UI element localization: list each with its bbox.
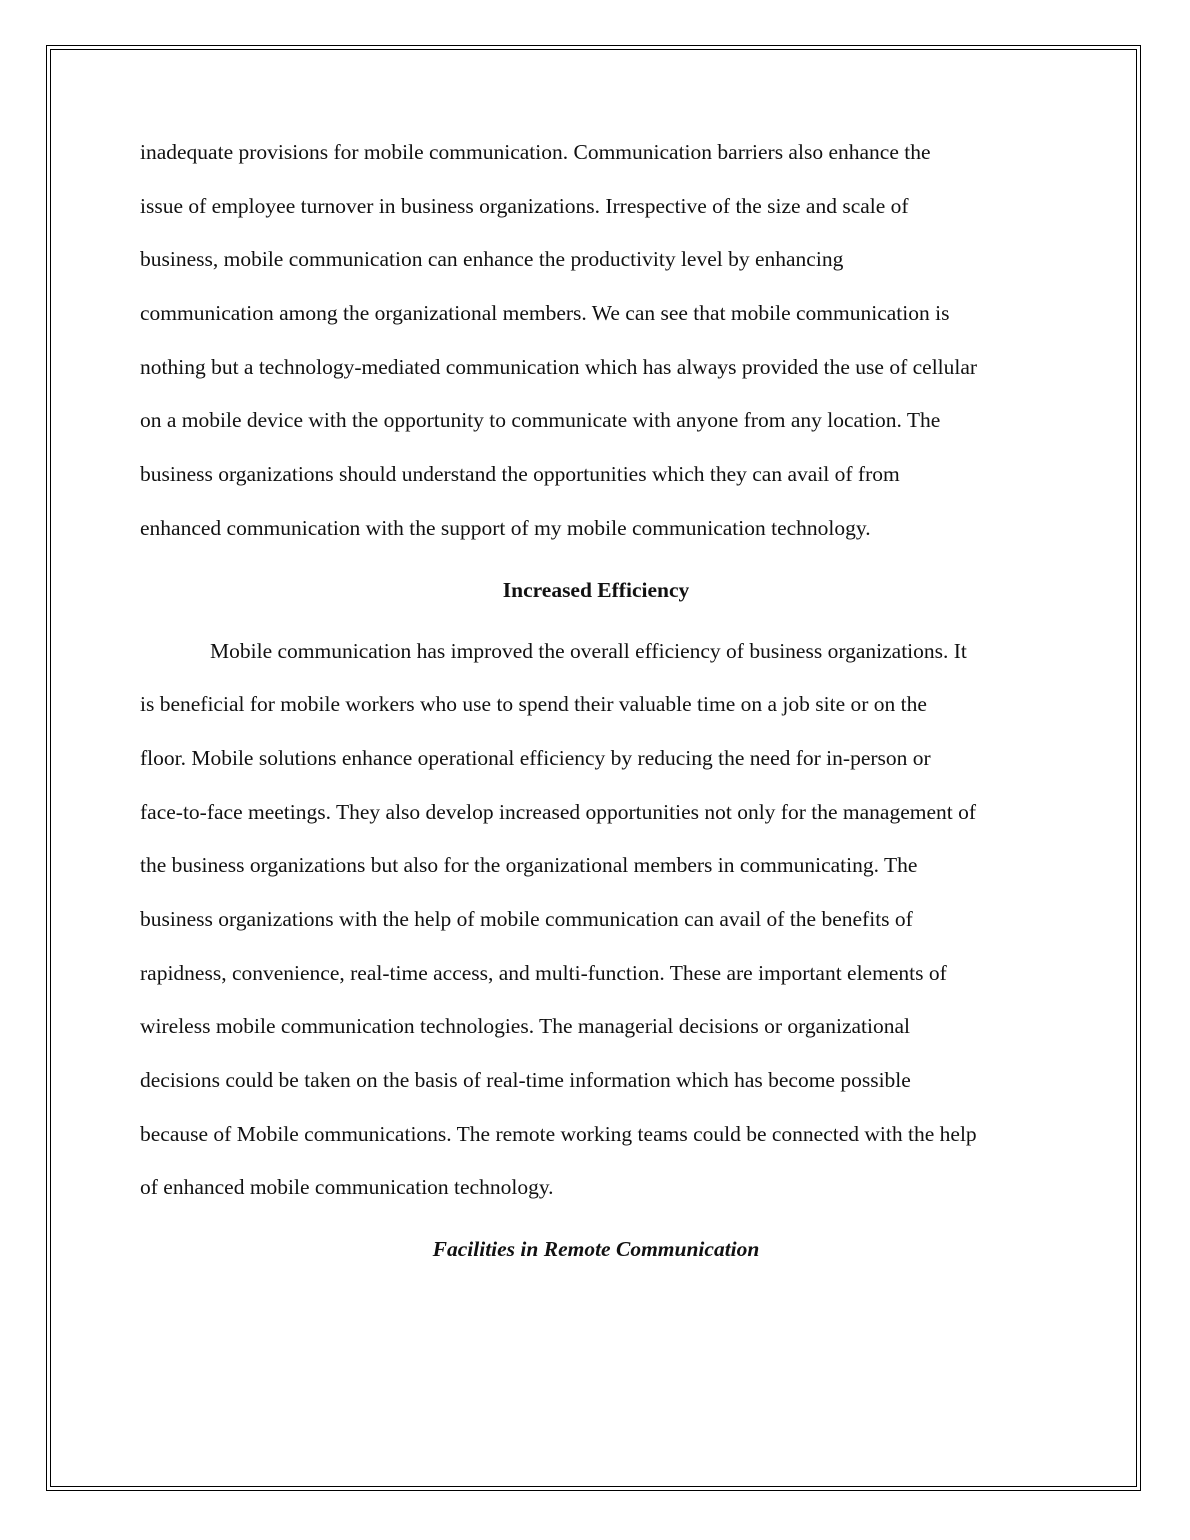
paragraph-line: floor. Mobile solutions enhance operational efficiency by reducing the need for in-person or [140,745,931,770]
paragraph-line: rapidness, convenience, real-time access, and multi-function. These are important elements of [140,960,947,985]
paragraph-line: is beneficial for mobile workers who use to spend their valuable time on a job site or on the [140,692,927,717]
paragraph-line: issue of employee turnover in business organizations. Irrespective of the size and scale of [140,193,909,218]
paragraph-1 [140,126,1052,556]
paragraph-line: business, mobile communication can enhance the productivity level by enhancing [140,247,844,272]
paragraph-line: business organizations with the help of mobile communication can avail of the benefits of [140,906,913,931]
section-heading-facilities-remote-communication: Facilities in Remote Communication [432,1237,760,1262]
paragraph-line: face-to-face meetings. They also develop increased opportunities not only for the management of [140,799,977,824]
paragraph-line: communication among the organizational members. We can see that mobile communication is [140,301,950,326]
paragraph-2 [140,625,1052,1216]
paragraph-line: enhanced communication with the support of my mobile communication technology. [140,515,871,540]
paragraph-line: Mobile communication has improved the overall efficiency of business organizations. It [210,638,967,663]
document-body [140,126,1052,1284]
section-heading-increased-efficiency: Increased Efficiency [502,577,690,602]
paragraph-line: on a mobile device with the opportunity to communicate with anyone from any location. The [140,408,941,433]
paragraph-line: nothing but a technology-mediated communication which has always provided the use of cellular [140,354,978,379]
paragraph-line: decisions could be taken on the basis of real-time information which has become possible [140,1068,911,1092]
paragraph-line: business organizations should understand the opportunities which they can avail of from [140,462,900,487]
paragraph-line: because of Mobile communications. The remote working teams could be connected with the help [140,1121,977,1146]
paragraph-line: inadequate provisions for mobile communication. Communication barriers also enhance the [140,140,931,164]
paragraph-line: of enhanced mobile communication technology. [140,1175,554,1200]
paragraph-line: wireless mobile communication technologies. The managerial decisions or organizational [140,1014,911,1039]
paragraph-line: the business organizations but also for the organizational members in communicating. The [140,853,918,878]
